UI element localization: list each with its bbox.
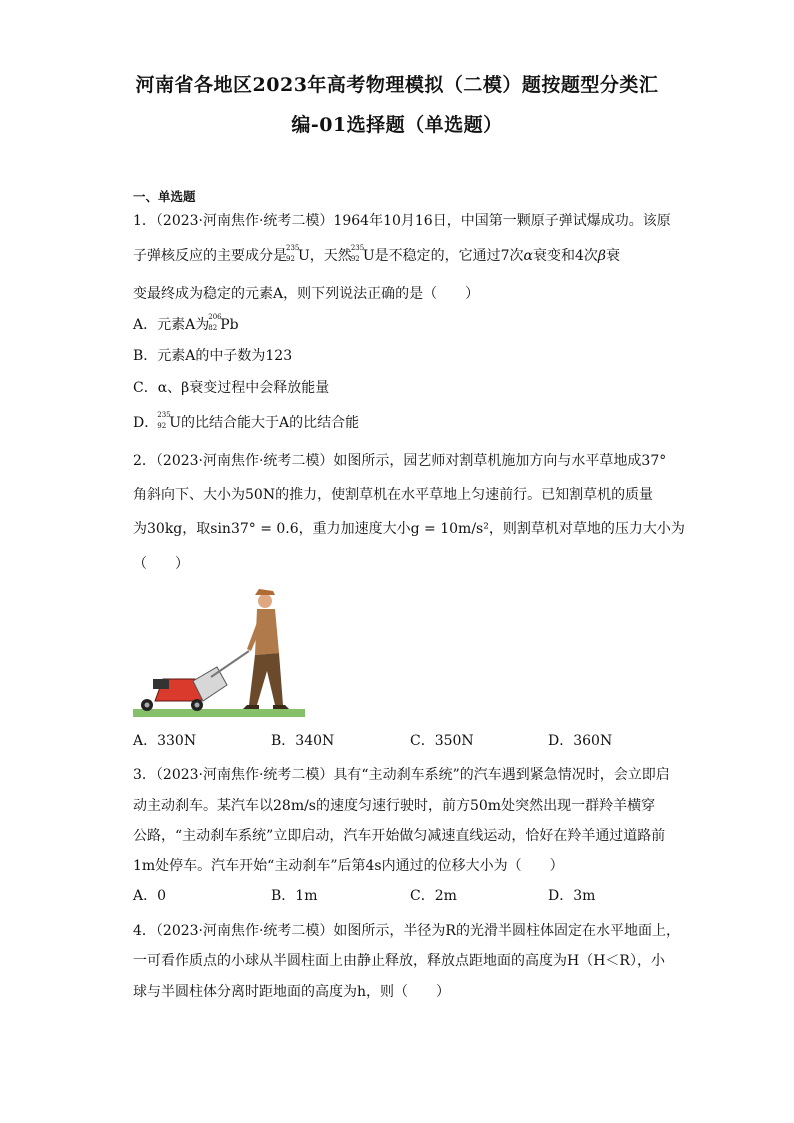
q3-line-3: 公路，“主动刹车系统”立即启动，汽车开始做匀减速直线运动，恰好在羚羊通过道路前 — [133, 828, 666, 844]
q3-line-4: 1m处停车。汽车开始“主动刹车”后第4s内通过的位移大小为（ ） — [133, 858, 564, 874]
lead-206-nuclide: 206 82 — [208, 313, 222, 332]
mower-handle — [211, 651, 249, 677]
q2-option-c: C．350N — [410, 733, 474, 749]
section-heading: 一、单选题 — [133, 189, 196, 204]
q2-option-b: B．340N — [271, 733, 335, 749]
q2-option-d: D．360N — [548, 733, 613, 749]
q4-line-2: 一可看作质点的小球从半圆柱面上由静止释放，释放点距地面的高度为H（H＜R），小 — [133, 953, 665, 969]
gardener-head — [258, 594, 272, 608]
q1-option-d: D． 235 92 U的比结合能大于A的比结合能 — [133, 411, 360, 431]
q2-line-4: （ ） — [133, 556, 189, 572]
q2-line-2: 角斜向下、大小为50N的推力，使割草机在水平草地上匀速前行。已知割草机的质量 — [133, 487, 654, 503]
q3-option-d: D．3m — [548, 888, 596, 904]
lawn-mower-illustration — [133, 583, 305, 719]
q1-option-c: C．α、β衰变过程中会释放能量 — [133, 380, 330, 396]
q2-line-1: 2．（2023·河南焦作·统考二模）如图所示，园艺师对割草机施加方向与水平草地成37° — [133, 453, 667, 469]
gardener-shoe — [273, 705, 289, 709]
uranium-235-nuclide: 235 92 — [286, 244, 300, 263]
gardener-pants — [249, 653, 283, 705]
q1-option-b: B．元素A的中子数为123 — [133, 348, 293, 364]
q3-option-c: C．2m — [410, 888, 457, 904]
q2-line-3: 为30kg，取sin37° = 0.6，重力加速度大小g = 10m/s²，则割草机对草地的压力大小为 — [133, 521, 685, 537]
q3-line-2: 动主动刹车。某汽车以28m/s的速度匀速行驶时，前方50m处突然出现一群羚羊横穿 — [133, 798, 656, 814]
uranium-235-nuclide: 235 92 — [350, 244, 365, 263]
q3-option-b: B．1m — [271, 888, 318, 904]
grass-strip — [133, 709, 305, 717]
q3-line-1: 3．（2023·河南焦作·统考二模）具有“主动刹车系统”的汽车遇到紧急情况时，会立即启 — [133, 767, 670, 783]
q3-option-a: A．0 — [133, 888, 167, 904]
gardener-cap — [255, 589, 275, 595]
mower-engine — [153, 679, 169, 689]
document-title-line-1: 河南省各地区2023年高考物理模拟（二模）题按题型分类汇 — [135, 74, 659, 96]
gardener-shoe — [243, 705, 259, 709]
q1-line-2: 子弹核反应的主要成分是 235 92 U，天然 235 92 U是不稳定的，它通过7次α衰变和4次β衰 — [133, 244, 621, 264]
q4-line-3: 球与半圆柱体分离时距地面的高度为h，则（ ） — [133, 984, 451, 1000]
q1-line-3: 变最终成为稳定的元素A，则下列说法正确的是（ ） — [133, 286, 480, 302]
q1-option-a: A．元素A为 206 82 Pb — [133, 313, 239, 333]
q2-option-a: A．330N — [133, 733, 197, 749]
q1-line-1: 1．（2023·河南焦作·统考二模）1964年10月16日，中国第一颗原子弹试爆成功。该原 — [133, 213, 671, 229]
document-title-line-2: 编-01选择题（单选题） — [291, 114, 503, 136]
uranium-235-nuclide: 235 92 — [157, 411, 171, 430]
q4-line-1: 4．（2023·河南焦作·统考二模）如图所示，半径为R的光滑半圆柱体固定在水平地面上， — [133, 923, 680, 939]
